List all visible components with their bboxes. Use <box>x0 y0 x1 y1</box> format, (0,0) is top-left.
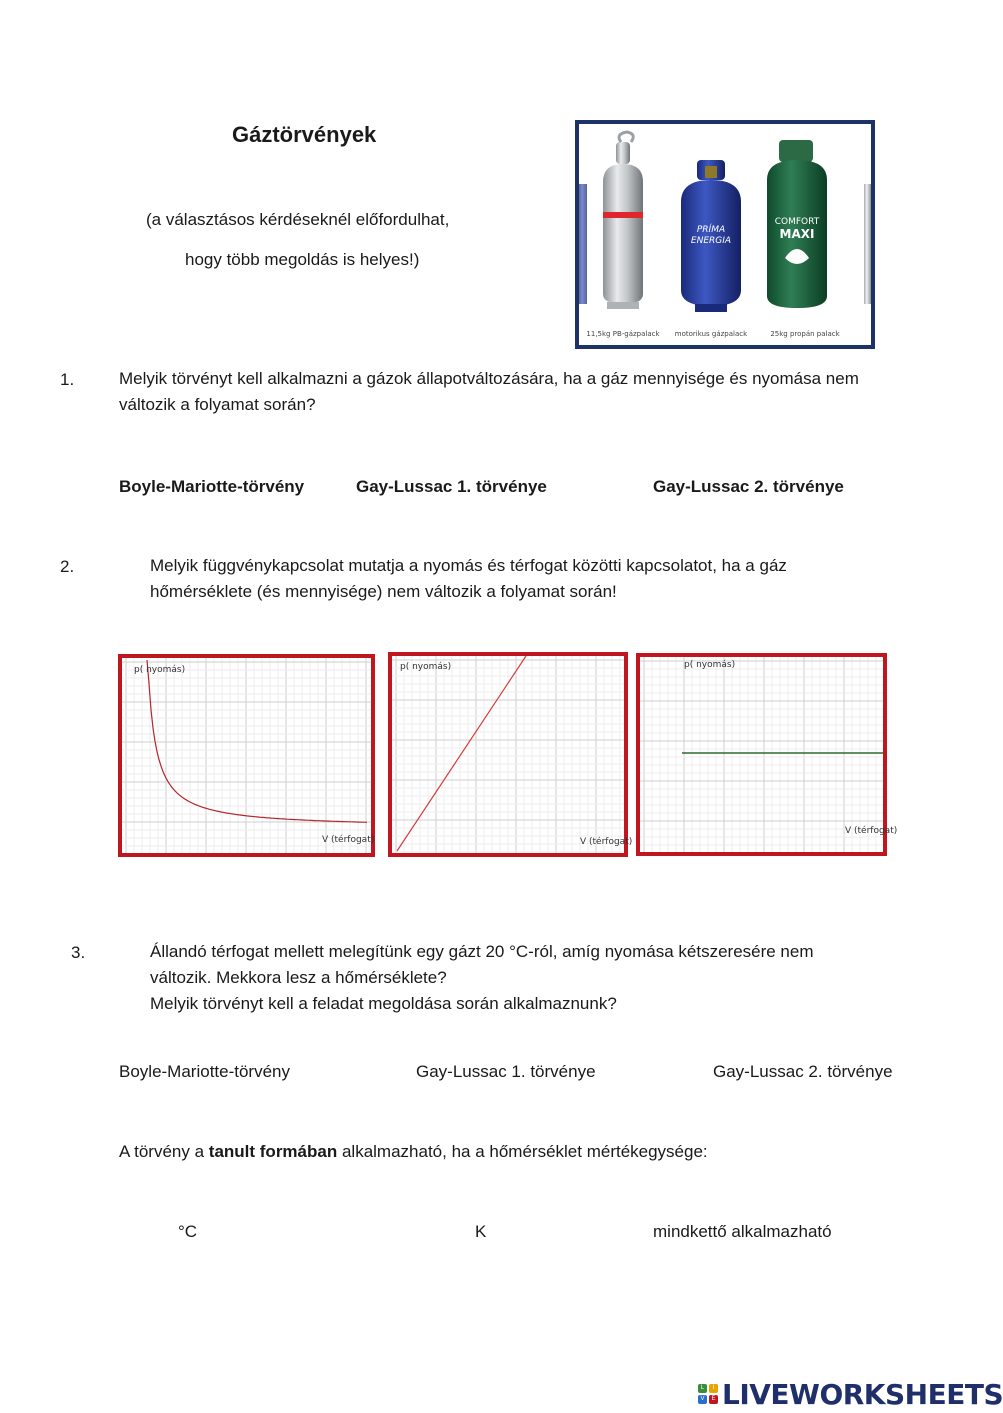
q1-option-boyle[interactable]: Boyle-Mariotte-törvény <box>119 477 305 496</box>
q3-number: 3. <box>71 943 86 962</box>
blue-cylinder-icon <box>681 160 741 312</box>
logo-blocks-icon <box>698 1384 718 1404</box>
q1-text-line-1: Melyik törvényt kell alkalmazni a gázok állapotváltozására, ha a gáz mennyisége és nyomása nem <box>119 369 859 388</box>
subtitle-line-2: hogy több megoldás is helyes!) <box>185 250 420 269</box>
subtitle-line-1: (a választásos kérdéseknél előfordulhat, <box>146 210 450 229</box>
graph-grid <box>122 658 371 853</box>
q1-option-gay-lussac-2[interactable]: Gay-Lussac 2. törvénye <box>653 477 844 496</box>
graph-hyperbola-svg <box>122 658 375 853</box>
graph-grid <box>392 656 624 853</box>
graph-linear-svg <box>392 656 633 853</box>
q1-text-line-2: változik a folyamat során? <box>119 395 316 414</box>
graph-linear-line <box>397 656 526 851</box>
page-title: Gáztörvények <box>232 122 377 147</box>
q3-option-boyle[interactable]: Boyle-Mariotte-törvény <box>119 1062 291 1081</box>
photo-caption-1: 11,5kg PB-gázpalack <box>586 330 660 338</box>
q3-option-gay-lussac-2[interactable]: Gay-Lussac 2. törvénye <box>713 1062 893 1081</box>
q1-number: 1. <box>60 370 75 389</box>
q3-unit-text-bold: tanult formában <box>208 1142 338 1161</box>
logo-text: LIVEWORKSHEETS <box>722 1377 1003 1411</box>
graph-2-xlabel: V (térfogat) <box>580 837 633 847</box>
q3-unit-text-before: A törvény a <box>119 1142 209 1161</box>
graph-2-ylabel: p( nyomás) <box>400 662 452 672</box>
graph-option-hyperbola[interactable] <box>118 654 375 857</box>
q3-text-line-1: Állandó térfogat mellett melegítünk egy gázt 20 °C-ról, amíg nyomása kétszeresére nem <box>150 942 814 961</box>
graph-constant-svg <box>640 657 898 852</box>
gas-cylinders-illustration <box>579 124 871 345</box>
photo-comfort-1: COMFORT <box>774 217 820 227</box>
q3-text <box>150 939 814 1017</box>
silver-cylinder-icon <box>603 132 643 309</box>
graph-1-ylabel: p( nyomás) <box>134 665 186 675</box>
photo-comfort-2: MAXI <box>779 227 815 241</box>
logo-block-v: V <box>698 1395 707 1404</box>
graph-1-xlabel: V (térfogat) <box>322 835 375 845</box>
liveworksheets-logo[interactable] <box>698 1376 1003 1412</box>
q1-option-gay-lussac-1[interactable]: Gay-Lussac 1. törvénye <box>356 477 547 496</box>
q2-text-line-2: hőmérséklete (és mennyisége) nem változik a folyamat során! <box>150 582 617 601</box>
photo-brand-1: PRÍMA <box>696 225 726 235</box>
q3-text-line-3: Melyik törvényt kell a feladat megoldása során alkalmaznunk? <box>150 994 617 1013</box>
q1-text <box>119 366 859 418</box>
q3-unit-text-after: alkalmazható, ha a hőmérséklet mértékegysége: <box>337 1142 708 1161</box>
q3-option-gay-lussac-1[interactable]: Gay-Lussac 1. törvénye <box>416 1062 596 1081</box>
q2-text <box>150 553 787 605</box>
q2-number: 2. <box>60 557 75 576</box>
q3-unit-option-kelvin[interactable]: K <box>475 1222 487 1241</box>
logo-block-l: L <box>698 1384 707 1393</box>
graph-grid <box>640 657 883 852</box>
q2-text-line-1: Melyik függvénykapcsolat mutatja a nyomás és térfogat közötti kapcsolatot, ha a gáz <box>150 556 787 575</box>
green-cylinder-icon <box>767 140 827 308</box>
photo-caption-3: 25kg propán palack <box>770 330 840 338</box>
gas-cylinders-photo <box>575 120 875 349</box>
graph-3-xlabel: V (térfogat) <box>845 826 898 836</box>
logo-block-i: I <box>709 1384 718 1393</box>
q3-text-line-2: változik. Mekkora lesz a hőmérséklete? <box>150 968 447 987</box>
logo-block-e: E <box>709 1395 718 1404</box>
q3-unit-question <box>119 1142 708 1162</box>
photo-brand-2: ENERGIA <box>690 236 732 246</box>
graph-option-constant[interactable] <box>636 653 898 856</box>
photo-caption-2: motorikus gázpalack <box>674 330 748 338</box>
q3-unit-option-both[interactable]: mindkettő alkalmazható <box>653 1222 832 1241</box>
graph-3-ylabel: p( nyomás) <box>684 660 736 670</box>
q3-unit-option-celsius[interactable]: °C <box>178 1222 198 1241</box>
graph-option-linear[interactable] <box>388 652 633 857</box>
